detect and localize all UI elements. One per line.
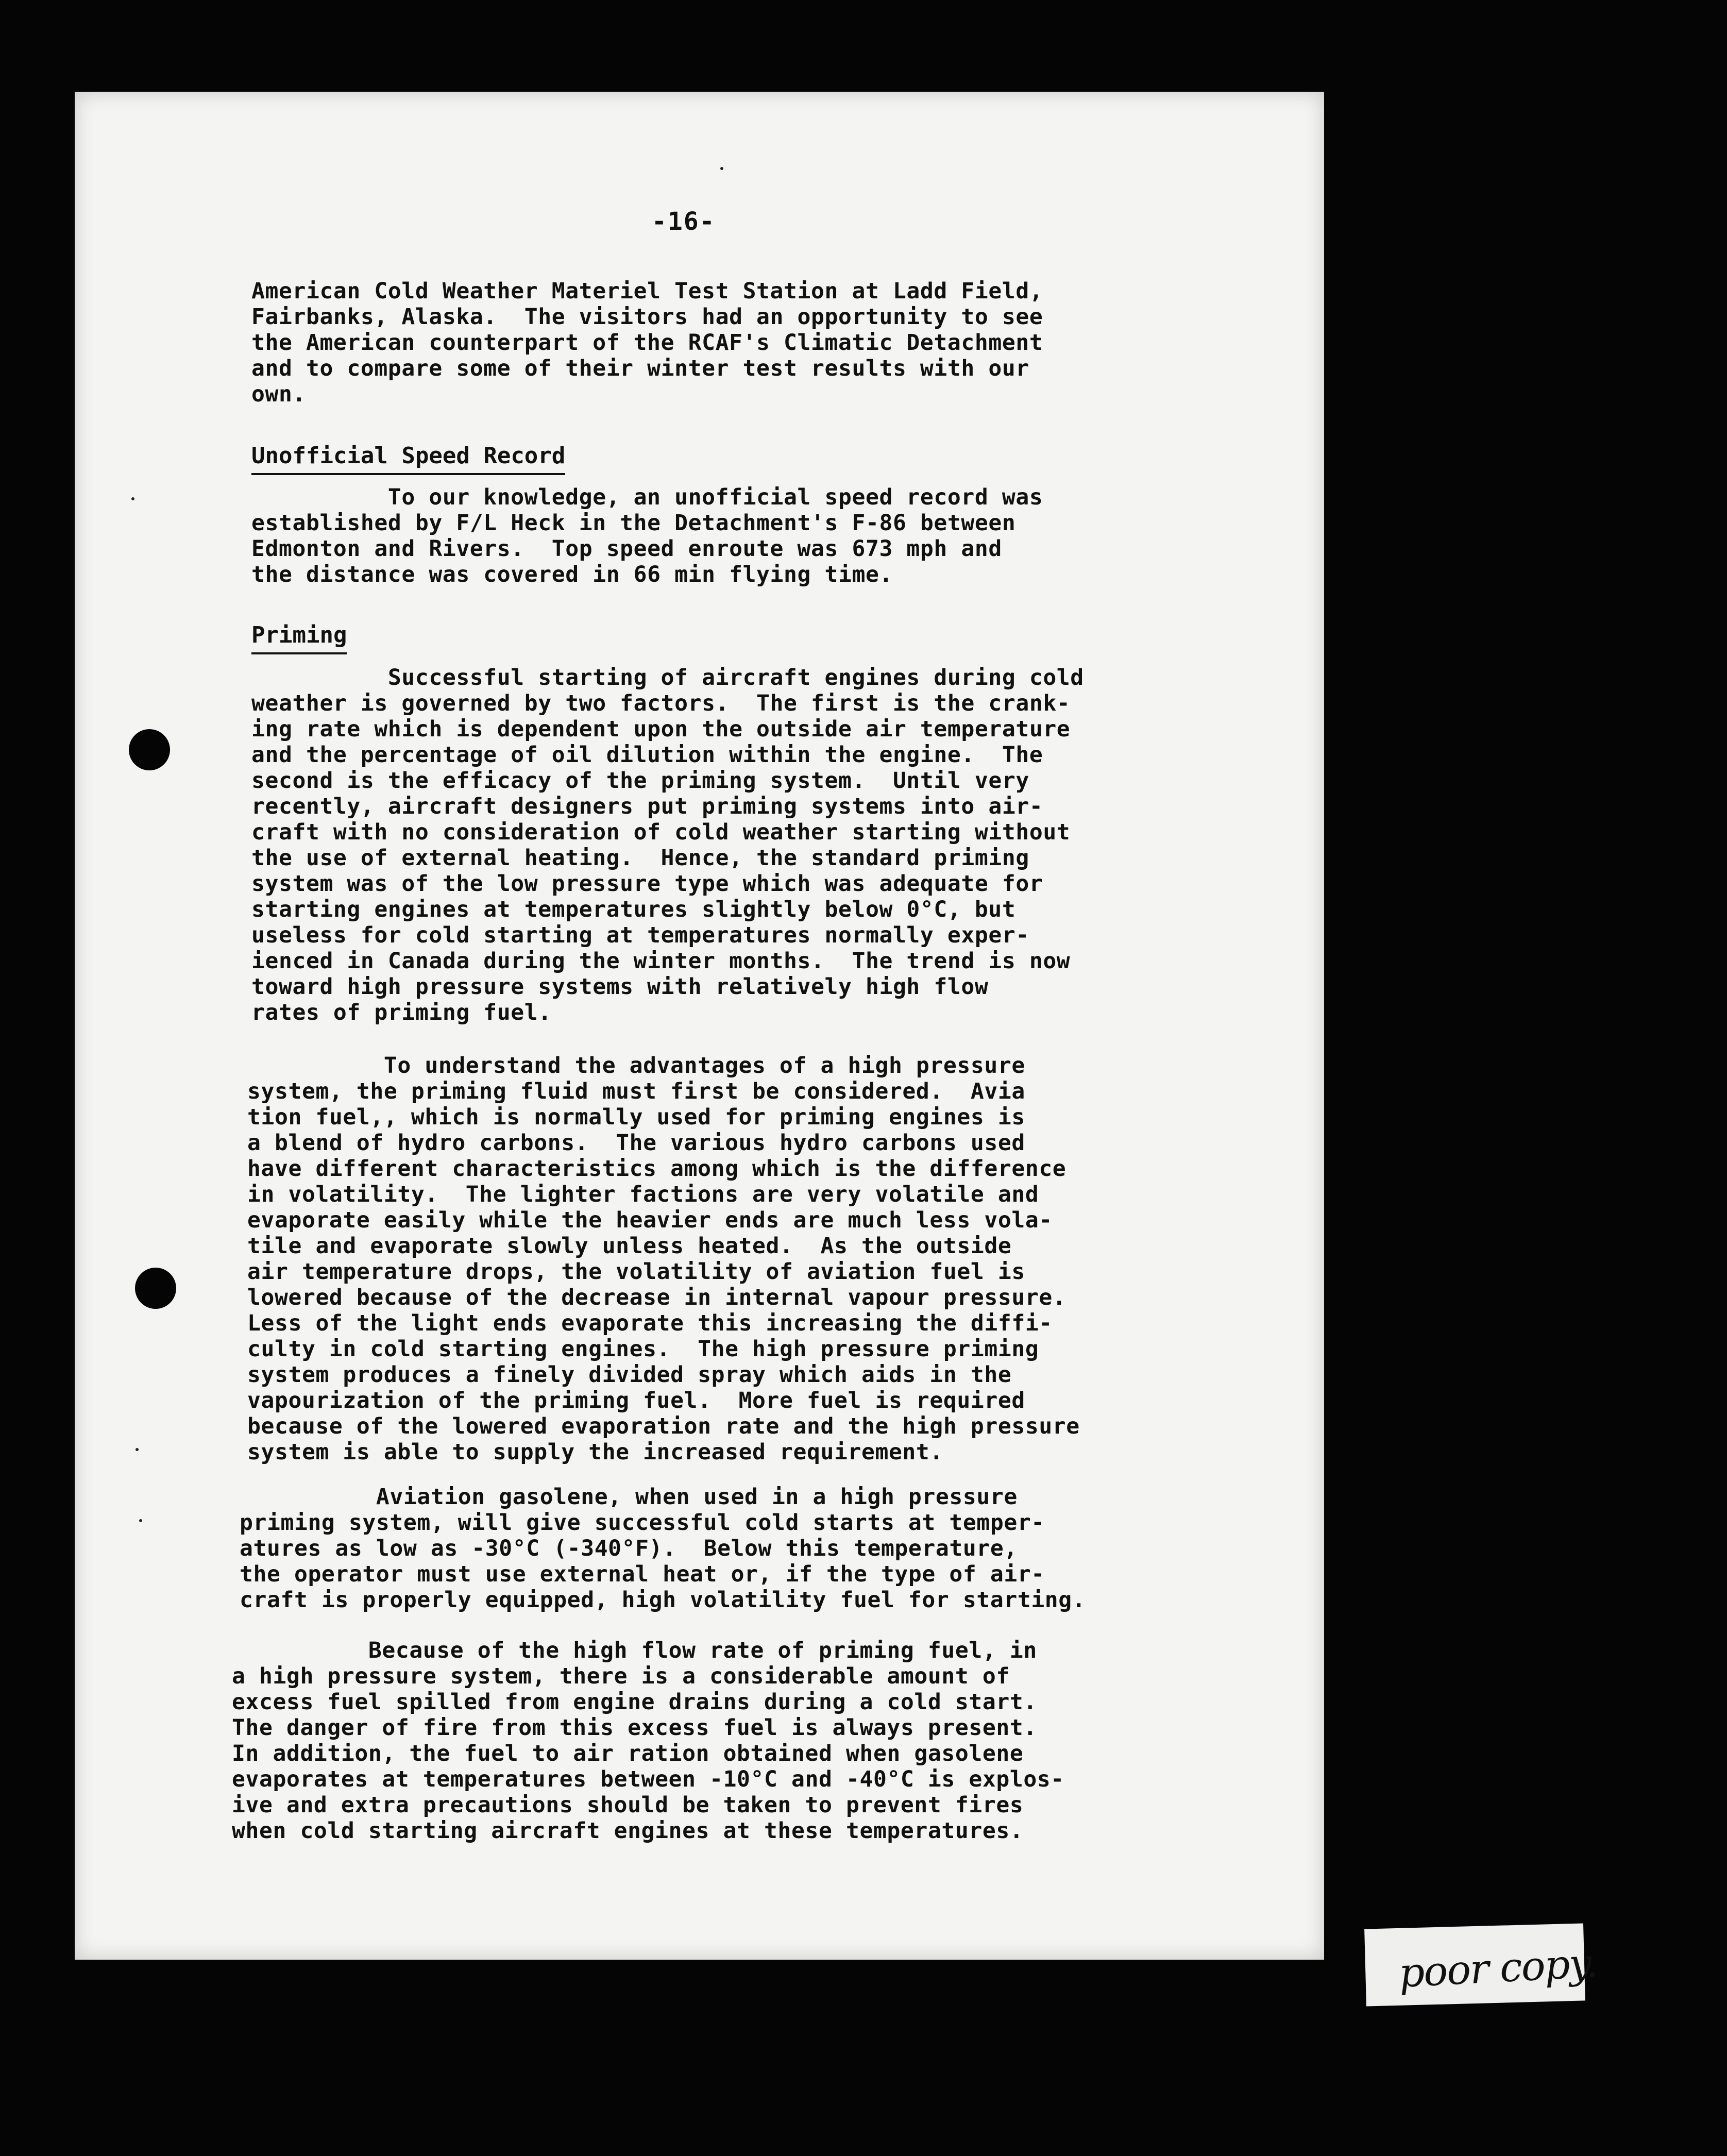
speck-mark	[136, 1448, 139, 1451]
priming-paragraph-2: To understand the advantages of a high pressure system, the priming fluid must first be considered. Avia tion fuel,, which is normally used for priming engines is a blend of hydro carbons. The various hydro carbons used have different characteristics among which is the difference in volatility. The lighter factions are very volatile and evaporate easily while the heavier ends are much less vola- tile and evaporate slowly unless heated. As the outside air temperature drops, the volatility of aviation fuel is lowered because of the decrease in internal vapour pressure. Less of the light ends evaporate this increasing the diffi- culty in cold starting engines. The high pressure priming system produces a finely divided spray which aids in the vapourization of the priming fuel. More fuel is required because of the lowered evaporation rate and the high pressure system is able to supply the increased requirement.	[247, 1053, 1080, 1465]
speck-mark	[139, 1519, 142, 1522]
speck-mark	[131, 497, 134, 500]
speck-mark	[720, 167, 723, 170]
punch-hole-upper	[129, 729, 170, 770]
handwritten-note: poor copy.	[1397, 1940, 1599, 1997]
heading-unofficial-speed-record: Unofficial Speed Record	[251, 443, 565, 475]
priming-paragraph-1: Successful starting of aircraft engines during cold weather is governed by two factors. The first is the crank- ing rate which is dependent upon the outside air temperature and the percentage of oil dilution within the engine. The second is the efficacy of the priming system. Until very recently, aircraft designers put priming systems into air- craft with no consideration of cold weather starting without the use of external heating. Hence, the standard priming system was of the low pressure type which was adequate for starting engines at temperatures slightly below 0°C, but useless for cold starting at temperatures normally exper- ienced in Canada during the winter months. The trend is now toward high pressure systems with relatively high flow rates of priming fuel.	[251, 665, 1084, 1025]
intro-paragraph: American Cold Weather Materiel Test Station at Ladd Field, Fairbanks, Alaska. The visitors had an opportunity to see the American counterpart of the RCAF's Climatic Detachment and to compare some of their winter test results with our own.	[251, 278, 1043, 407]
priming-paragraph-3: Aviation gasolene, when used in a high pressure priming system, will give successful cold starts at temper- atures as low as -30°C (-340°F). Below this temperature, the operator must use external heat or, if the type of air- craft is properly equipped, high volatility fuel for starting.	[240, 1484, 1086, 1613]
priming-paragraph-4: Because of the high flow rate of priming fuel, in a high pressure system, there is a considerable amount of excess fuel spilled from engine drains during a cold start. The danger of fire from this excess fuel is always present. In addition, the fuel to air ration obtained when gasolene evaporates at temperatures between -10°C and -40°C is explos- ive and extra precautions should be taken to prevent fires when cold starting aircraft engines at these temperatures.	[232, 1638, 1064, 1844]
speed-record-paragraph: To our knowledge, an unofficial speed record was established by F/L Heck in the Detachment's F-86 between Edmonton and Rivers. Top speed enroute was 673 mph and the distance was covered in 66 min flying time.	[251, 484, 1043, 587]
punch-hole-lower	[135, 1268, 176, 1309]
page-number: -16-	[652, 207, 716, 236]
heading-priming: Priming	[251, 622, 347, 654]
